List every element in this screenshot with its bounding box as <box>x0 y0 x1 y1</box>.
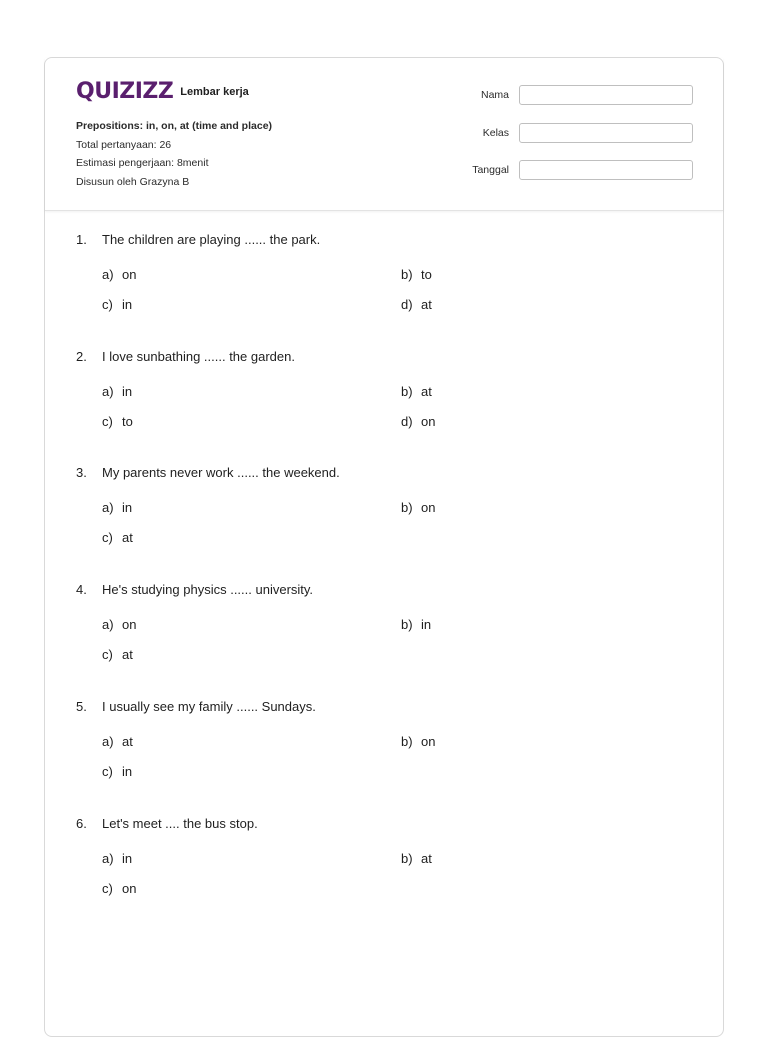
quizizz-logo: QUIZIZZ <box>76 79 174 104</box>
question-number: 1. <box>76 232 87 247</box>
answer-option[interactable] <box>401 851 432 866</box>
question-text-row <box>76 465 696 480</box>
question-text-row <box>76 699 696 714</box>
option-text: in <box>122 500 133 515</box>
question-number: 2. <box>76 349 87 364</box>
question-text-row <box>76 816 696 831</box>
option-text: in <box>122 764 133 779</box>
answer-option[interactable] <box>102 297 132 312</box>
option-text: to <box>122 414 133 429</box>
name-input[interactable] <box>519 85 693 105</box>
option-text: in <box>122 851 133 866</box>
option-text: at <box>421 851 432 866</box>
option-text: at <box>122 530 133 545</box>
option-letter: b) <box>401 734 413 749</box>
question-text-row <box>76 232 696 247</box>
option-text: on <box>122 881 137 896</box>
worksheet <box>44 57 724 1037</box>
option-letter: a) <box>102 384 114 399</box>
answer-option[interactable] <box>102 734 133 749</box>
answer-option[interactable] <box>102 881 136 896</box>
option-letter: d) <box>401 297 413 312</box>
name-field <box>449 85 693 105</box>
answer-option[interactable] <box>102 267 136 282</box>
answer-option[interactable] <box>401 734 435 749</box>
option-text: at <box>122 647 133 662</box>
option-letter: a) <box>102 500 114 515</box>
worksheet-title: Prepositions: in, on, at (time and place) <box>76 120 273 132</box>
question-number: 4. <box>76 582 87 597</box>
option-letter: c) <box>102 530 113 545</box>
total-questions: Total pertanyaan: 26 <box>76 138 172 151</box>
question-text: He's studying physics ...... university. <box>102 582 314 597</box>
date-field <box>449 160 693 180</box>
question-text-row <box>76 582 696 597</box>
question-6 <box>76 816 696 896</box>
date-input[interactable] <box>519 160 693 180</box>
option-text: on <box>421 414 436 429</box>
option-letter: c) <box>102 764 113 779</box>
option-letter: b) <box>401 500 413 515</box>
question-5 <box>76 699 696 779</box>
date-label: Tanggal <box>472 164 509 176</box>
class-label: Kelas <box>482 127 509 139</box>
option-letter: c) <box>102 881 113 896</box>
option-letter: b) <box>401 267 413 282</box>
option-text: in <box>421 617 432 632</box>
answer-option[interactable] <box>102 851 132 866</box>
question-4 <box>76 582 696 662</box>
option-text: on <box>421 734 436 749</box>
question-number: 6. <box>76 816 87 831</box>
question-text: Let's meet .... the bus stop. <box>102 816 258 831</box>
answer-option[interactable] <box>401 617 431 632</box>
answer-option[interactable] <box>102 617 136 632</box>
question-text-row <box>76 349 696 364</box>
answer-option[interactable] <box>102 530 133 545</box>
worksheet-header <box>45 58 723 211</box>
question-text: I usually see my family ...... Sundays. <box>102 699 316 714</box>
author: Disusun oleh Grazyna B <box>76 175 190 188</box>
option-text: to <box>421 267 432 282</box>
answer-option[interactable] <box>102 764 132 779</box>
option-letter: a) <box>102 617 114 632</box>
option-letter: d) <box>401 414 413 429</box>
question-1 <box>76 232 696 312</box>
answer-option[interactable] <box>401 384 432 399</box>
answer-option[interactable] <box>401 500 435 515</box>
option-text: in <box>122 297 133 312</box>
question-number: 5. <box>76 699 87 714</box>
answer-option[interactable] <box>401 297 432 312</box>
option-text: at <box>421 384 432 399</box>
answer-option[interactable] <box>401 267 432 282</box>
class-input[interactable] <box>519 123 693 143</box>
option-letter: c) <box>102 414 113 429</box>
option-letter: a) <box>102 734 114 749</box>
answer-option[interactable] <box>401 414 435 429</box>
question-text: My parents never work ...... the weekend. <box>102 465 340 480</box>
worksheet-label: Lembar kerja <box>180 86 249 98</box>
answer-option[interactable] <box>102 647 133 662</box>
logo-row <box>76 80 249 104</box>
option-letter: a) <box>102 267 114 282</box>
answer-option[interactable] <box>102 500 132 515</box>
option-text: at <box>421 297 432 312</box>
time-estimate: Estimasi pengerjaan: 8menit <box>76 157 209 169</box>
option-text: on <box>122 617 137 632</box>
option-text: on <box>122 267 137 282</box>
option-text: at <box>122 734 133 749</box>
question-number: 3. <box>76 465 87 480</box>
question-2 <box>76 349 696 429</box>
option-letter: c) <box>102 297 113 312</box>
option-letter: b) <box>401 384 413 399</box>
option-text: on <box>421 500 436 515</box>
option-text: in <box>122 384 133 399</box>
answer-option[interactable] <box>102 384 132 399</box>
option-letter: c) <box>102 647 113 662</box>
answer-option[interactable] <box>102 414 133 429</box>
option-letter: b) <box>401 851 413 866</box>
name-label: Nama <box>480 89 509 101</box>
option-letter: a) <box>102 851 114 866</box>
worksheet-meta <box>76 117 272 191</box>
option-letter: b) <box>401 617 413 632</box>
question-text: I love sunbathing ...... the garden. <box>102 349 295 364</box>
question-text: The children are playing ...... the park. <box>102 232 321 247</box>
class-field <box>449 123 693 143</box>
question-3 <box>76 465 696 545</box>
